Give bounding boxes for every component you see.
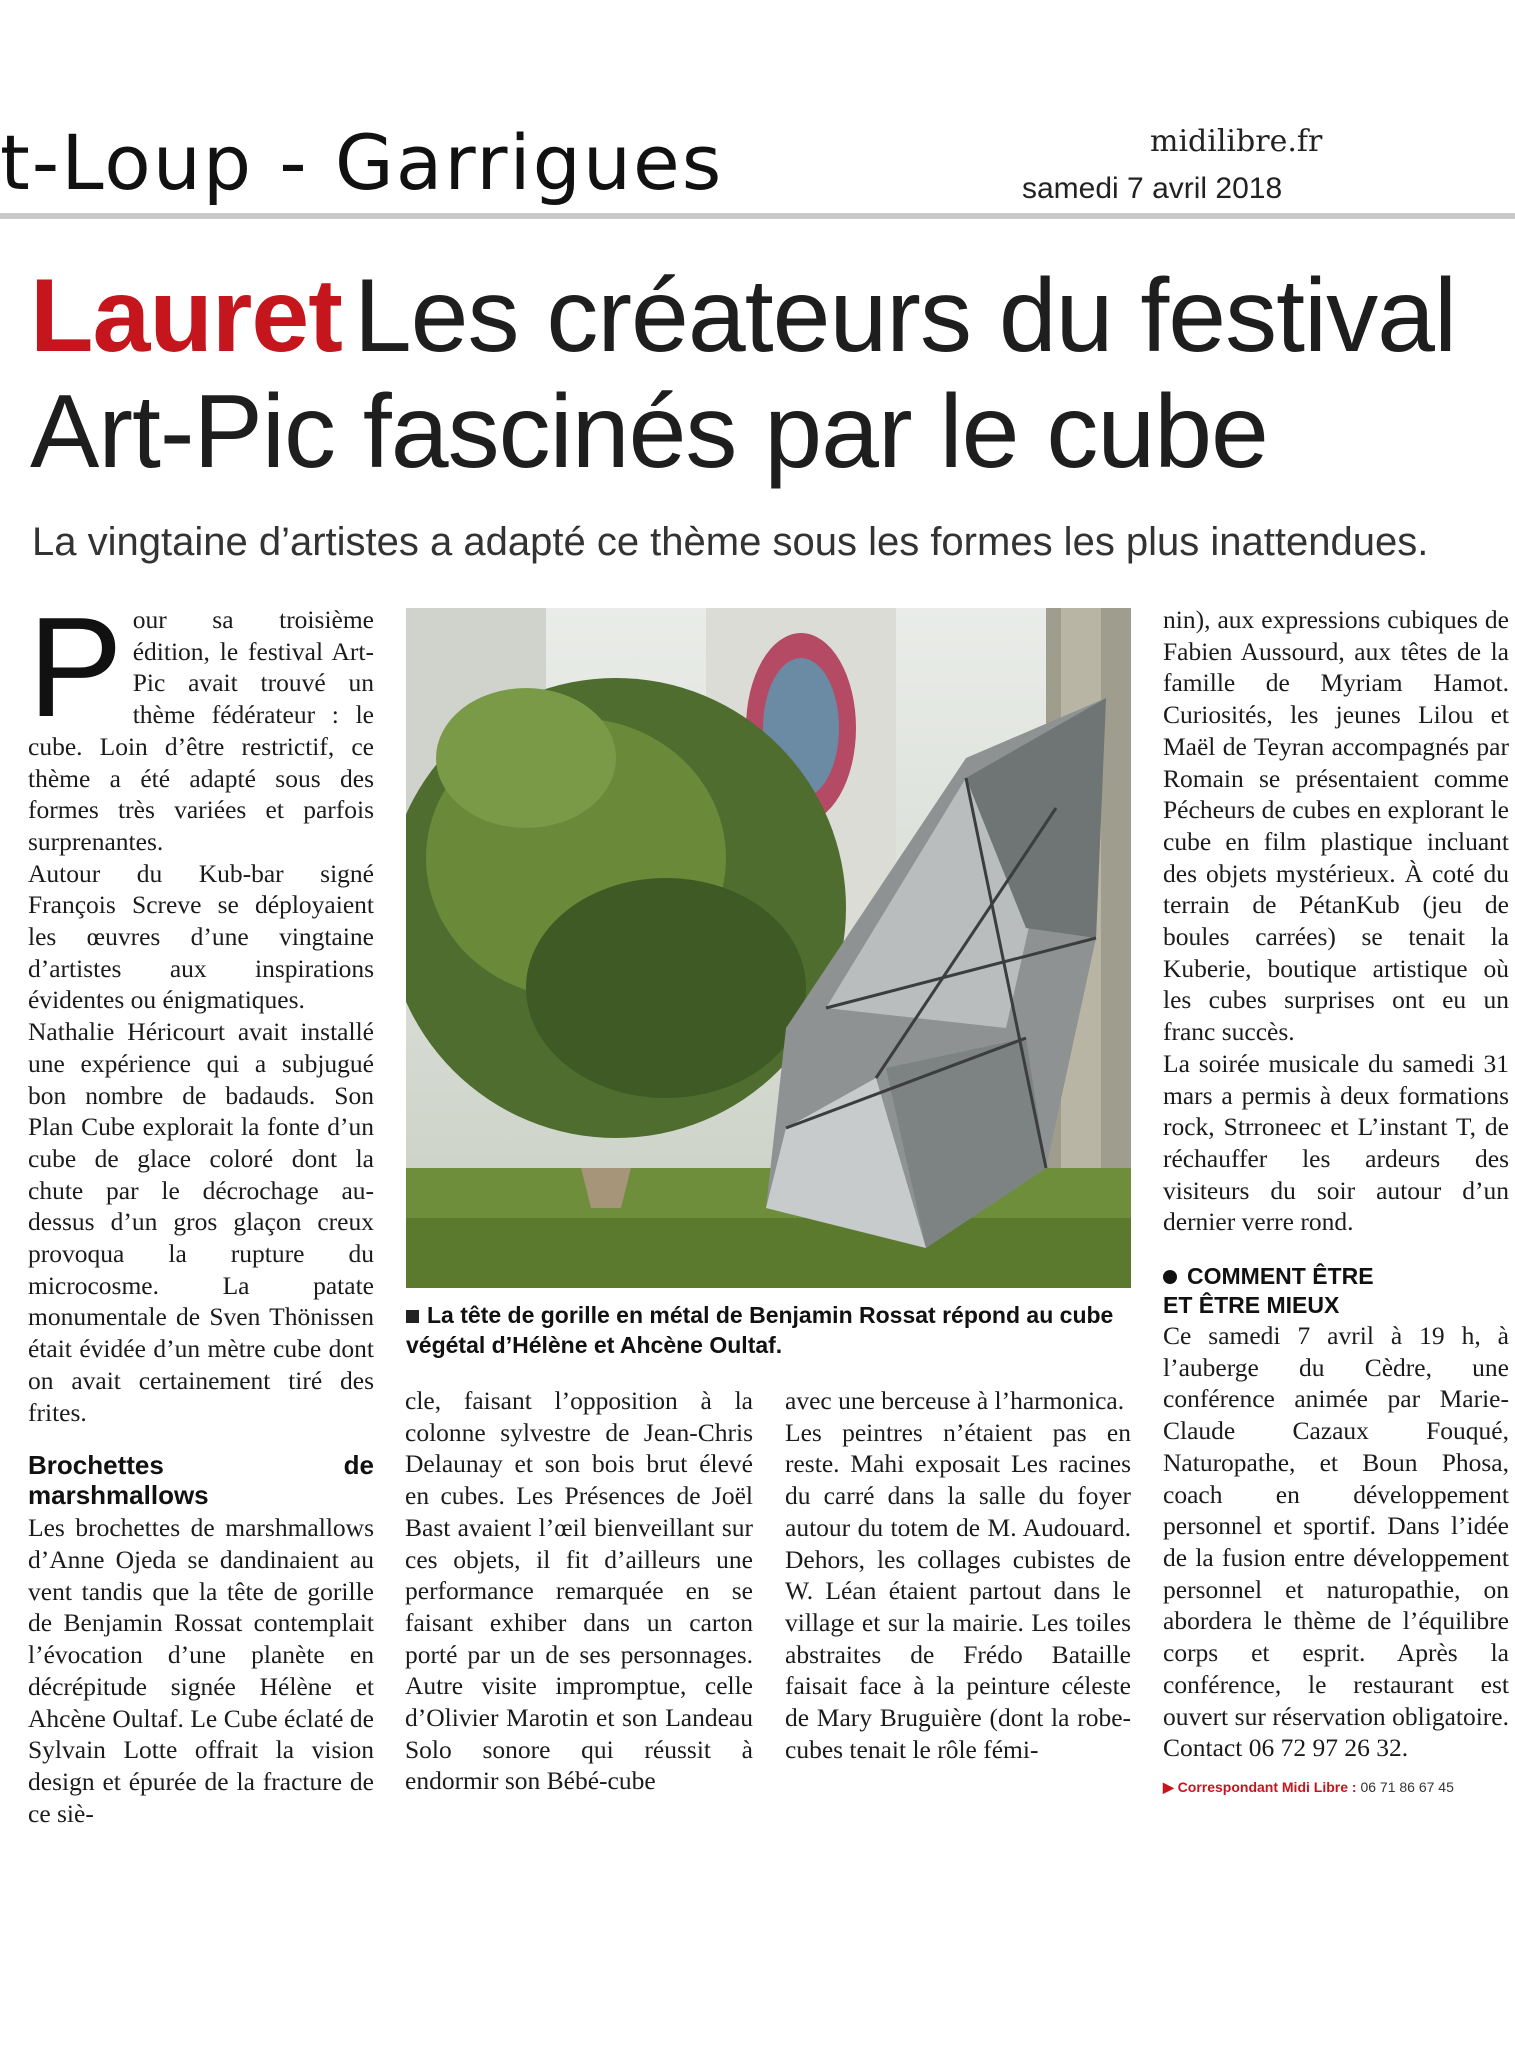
square-bullet-icon xyxy=(406,1310,419,1323)
correspondent-credit xyxy=(1163,1772,1509,1804)
issue-date: samedi 7 avril 2018 xyxy=(1022,172,1283,205)
photo-caption xyxy=(406,1300,1131,1360)
box-title-line2: ET ÊTRE MIEUX xyxy=(1163,1292,1340,1319)
article-photo xyxy=(406,608,1131,1288)
circle-bullet-icon xyxy=(1163,1270,1177,1284)
column-3 xyxy=(785,1385,1131,1765)
column-1 xyxy=(28,588,374,1829)
site-name: midilibre.fr xyxy=(1150,124,1323,159)
paragraph: Autour du Kub-bar signé François Screve se déployaient les œuvres d’une vingtaine d’artistes aux inspirations évidentes ou énigmatiques. xyxy=(28,858,374,1015)
credit-phone: 06 71 86 67 45 xyxy=(1360,1778,1454,1795)
headline-title: Les créateurs du festival Art-Pic fascinés par le cube xyxy=(30,258,1457,490)
photo-illustration xyxy=(406,608,1131,1288)
column-4 xyxy=(1163,604,1509,1804)
section-title: t-Loup - Garrigues xyxy=(0,118,724,207)
paragraph: cle, faisant l’opposition à la colonne sylvestre de Jean-Chris Delaunay et son bois brut élevé en cubes. Les Présences de Joël Bast avaient l’œil bienveillant sur ces objets, il fit d’ailleurs une performance remarquée en se faisant exhiber dans un carton porté par un de ses personnages. Autre visite impromptue, celle d’Olivier Marotin et son Landeau Solo sonore qui réussit à endormir son Bébé-cube xyxy=(405,1386,753,1796)
dropcap: P xyxy=(28,588,123,747)
paragraph: our sa troisième édition, le festival Art-Pic avait trouvé un thème fédérateur : le cube. Loin d’être restrictif, ce thème a été adapté sous des formes très variées et parfois surprenantes. xyxy=(28,605,374,856)
paragraph: avec une berceuse à l’harmonica. xyxy=(785,1386,1125,1415)
headline-kicker: Lauret xyxy=(30,258,342,374)
paragraph: Les peintres n’étaient pas en reste. Mahi exposait Les racines du carré dans la salle du foyer autour du totem de M. Audouard. Dehors, les collages cubistes de W. Léan étaient partout dans le village et sur la mairie. Les toiles abstraites de Frédo Bataille faisait face à la peinture céleste de Mary Bruguière (dont la robe-cubes tenait le rôle fémi- xyxy=(785,1417,1131,1764)
credit-label: Correspondant Midi Libre : xyxy=(1177,1778,1357,1795)
headline xyxy=(30,258,1500,490)
header-rule xyxy=(0,213,1515,219)
arrow-icon: ▶ xyxy=(1163,1778,1174,1795)
article-subtitle: La vingtaine d’artistes a adapté ce thème sous les formes les plus inattendues. xyxy=(32,520,1429,564)
paragraph: nin), aux expressions cubiques de Fabien Aussourd, aux têtes de la famille de Myriam Hamot. Curiosités, les jeunes Lilou et Maël de Teyran accompagnés par Romain se présentaient comme Pécheurs de cubes en explorant le cube en film plastique incluant des objets mystérieux. À coté du terrain de PétanKub (jeu de boules carrées) se tenait la Kuberie, boutique artistique où les cubes surprises ont eu un franc succès. xyxy=(1163,605,1509,1047)
paragraph: Nathalie Héricourt avait installé une expérience qui a subjugué bon nombre de badauds. Son Plan Cube explorait la fonte d’un cube de glace coloré dont la chute par le décrochage au-dessus d’un gros glaçon creux provoqua la rupture du microcosme. La patate monumentale de Sven Thönissen était évidée d’un mètre cube dont on avait certainement tiré des frites. xyxy=(28,1017,374,1427)
sidebar-box-title xyxy=(1163,1262,1509,1320)
box-text: Ce samedi 7 avril à 19 h, à l’auberge du Cèdre, une conférence animée par Marie-Claude Cazaux Fouqué, Naturopathe, et Boun Phosa, coach en développement personnel et sportif. Dans l’idée de la fusion entre développement personnel et naturopathie, on abordera le thème de l’équilibre corps et esprit. Après la conférence, le restaurant est ouvert sur réservation obligatoire. Contact 06 72 97 26 32. xyxy=(1163,1321,1509,1763)
column-2 xyxy=(405,1385,753,1797)
paragraph: La soirée musicale du samedi 31 mars a permis à deux formations rock, Strroneec et L’instant T, de réchauffer les ardeurs des visiteurs du soir autour d’un dernier verre rond. xyxy=(1163,1048,1509,1237)
box-title-line1: COMMENT ÊTRE xyxy=(1187,1263,1374,1290)
caption-text: La tête de gorille en métal de Benjamin Rossat répond au cube végétal d’Hélène et Ahcène Oultaf. xyxy=(406,1302,1114,1358)
inter-title: Brochettes de marshmallows xyxy=(28,1450,374,1511)
paragraph: Les brochettes de marshmallows d’Anne Ojeda se dandinaient au vent tandis que la tête de gorille de Benjamin Rossat contemplait l’évocation d’une planète en décrépitude signée Hélène et Ahcène Oultaf. Le Cube éclaté de Sylvain Lotte offrait la vision design et épurée de la fracture de ce siè- xyxy=(28,1513,374,1828)
